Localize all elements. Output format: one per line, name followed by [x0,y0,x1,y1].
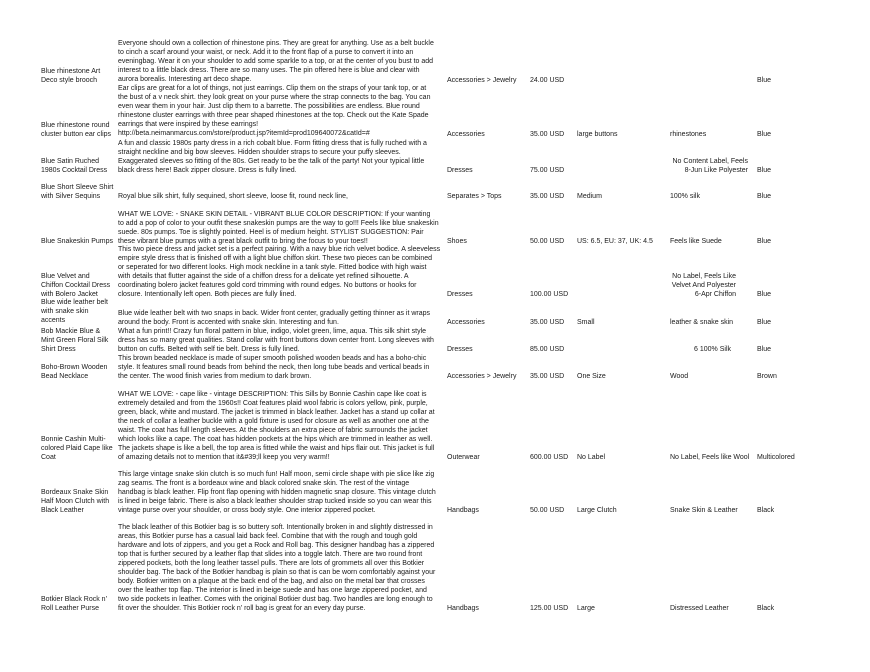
name-cell: Blue wide leather belt with snake skin accents [41,299,108,324]
name-cell: Blue Satin Ruched 1980s Cocktail Dress [41,158,108,174]
color-cell: Blue [757,346,772,353]
description-cell: The black leather of this Botkier bag is so buttery soft. Intentionally broken in and slightly distressed in areas, this Botkier purse has a casual laid back feel. Combine that with the rough and tough gold hardware and lots of zippers, and you get a Rock and Roll bag. This designer handbag has a zippered top that is further secured by a leather flap that slides into a toggle latch. There are two round front zippered pockets, both the long leather tassel pulls. There are lots of grommets all over this Botkier shoulder bag. The back of the Botkier handbag is plain so that is can be worn comfortably against your body. Botkier written on a plaque at the back end of the bag, and also on the metal bar that crosses over the leather top flap. The interior is lined in beige suede and has one large zippered pocket, and two side pockets in leather. Comes with the original Botkier dust bag. Two handles are long enough to fit over the shoulder. This Botkier rock n' roll bag is great for an every day purse. [118,524,436,612]
color-cell: Blue [757,291,772,298]
material-cell: Snake Skin & Leather [670,507,738,514]
price-cell: 50.00 USD [530,507,565,514]
color-cell: Blue [757,319,772,326]
description-cell: This large vintage snake skin clutch is so much fun! Half moon, semi circle shape with pie slice like zig zag seams. The front is a bordeaux wine and black colored snake skin. The rest of the vintage handbag is black leather. Flip front flap opening with hidden magnetic snap closure. This vintage clutch is lined in beige fabric. There is also a black leather shoulder strap tucked inside so you can wear this vintage purse over your shoulder, or cross body style. One interior zippered pocket. [118,471,436,514]
description-cell: This brown beaded necklace is made of super smooth polished wooden beads and has a boho-chic style. It features small round beads from behind the neck, then long tube beads and vertical beads in the center. The wood finish varies from medium to dark brown. [118,355,430,380]
price-cell: 35.00 USD [530,193,565,200]
category-cell: Accessories [447,319,485,326]
size-cell: Small [577,319,595,326]
name-cell: Boho-Brown Wooden Bead Necklace [41,364,108,380]
size-cell: Large [577,605,595,612]
price-cell: 50.00 USD [530,238,565,245]
name-cell: Blue rhinestone Art Deco style brooch [41,68,101,84]
material-cell: No Content Label, Feels 8-Jun Like Polyester [672,158,748,174]
category-cell: Handbags [447,605,479,612]
category-cell: Separates > Tops [447,193,502,200]
size-cell: Large Clutch [577,507,617,514]
price-cell: 100.00 USD [530,291,569,298]
size-cell: US: 6.5, EU: 37, UK: 4.5 [577,238,653,245]
material-cell: leather & snake skin [670,319,734,326]
description-cell: This two piece dress and jacket set is a perfect pairing. With a navy blue rich velvet bodice. A sleeveless empire style dress that is finished off with a light blue chiffon skirt. These two pieces can be combined or seperated for two different looks. High mock neckline in a tank style. Fitted bodice with high waist with details that flutter against the side of a chiffon dress for a delicate yet refined silhouette. A coordinating bolero jacket features gold cord trimming with round edges. No buttons or hooks for closure. Intentionally left open. Both pieces are fully lined. [118,246,441,298]
price-cell: 125.00 USD [530,605,569,612]
description-cell: Everyone should own a collection of rhinestone pins. They are great for anything. Use as a belt buckle to cinch a scarf around your waist, or neck. Add it to the front flap of a purse to convert it into an eveningbag. Wear it on your shoulder to add some sparkle to a top, or at the center of you bust to add interest to a little black dress. There are so many uses. The pin offered here is blue and clear with aurora borealis. Interesting art deco shape. [118,40,434,83]
size-cell: One Size [577,373,606,380]
material-cell: rhinestones [670,131,707,138]
name-cell: Bonnie Cashin Multi- colored Plaid Cape like Coat [41,436,113,461]
category-cell: Accessories > Jewelry [447,77,517,84]
name-cell: Bordeaux Snake Skin Half Moon Clutch with Black Leather [41,489,110,514]
category-cell: Accessories [447,131,485,138]
price-cell: 24.00 USD [530,77,565,84]
color-cell: Black [757,605,775,612]
description-cell: Ear clips are great for a lot of things, not just earrings. Clip them on the straps of your tank top, or at the bust of a v neck shirt. they look great on your purse where the strap connects to the bag. You can even wear them in your hair. Just clip them to a barrette. The possibilities are endless. Blue round rhinestone cluster earrings with three pear shaped rhinestones at the top. Check out the Kate Spade earrings that were inspired by these earrings! http://beta.neimanmarcus.com/store/product.jsp?itemId=prod109640072&catId=# [118,85,431,137]
color-cell: Blue [757,167,772,174]
description-cell: WHAT WE LOVE: - SNAKE SKIN DETAIL - VIBRANT BLUE COLOR DESCRIPTION: If your wanting to add a pop of color to your outfit these snakeskin pumps are the way to go!!! Feels like blue snakeskin suede. 80s pumps. Toe is slightly pointed. Heel is of medium height. STYLIST SUGGESTION: Pair these vibrant blue pumps with a great black outfit to bring the focus to your toes!! [118,211,439,245]
material-cell: Feels like Suede [670,238,722,245]
color-cell: Blue [757,238,772,245]
category-cell: Accessories > Jewelry [447,373,517,380]
color-cell: Multicolored [757,454,795,461]
description-cell: Blue wide leather belt with two snaps in back. Wider front center, gradually getting thinner as it wraps around the body. Front is accented with snake skin. Interesting and fun. [118,310,431,326]
size-cell: large buttons [577,131,618,138]
color-cell: Black [757,507,775,514]
price-cell: 85.00 USD [530,346,565,353]
description-cell: What a fun print!! Crazy fun floral pattern in blue, indigo, violet green, lime, aqua. This silk shirt style dress has so many great qualities. Stand collar with front buttons down center front. Long sleeves with button on cuffs. Belted with self tie belt. Dress is fully lined. [118,328,434,353]
category-cell: Outerwear [447,454,480,461]
material-cell: Wood [670,373,689,380]
description-cell: A fun and classic 1980s party dress in a rich cobalt blue. Form fitting dress that is fully ruched with a straight neckline and big bow sleeves. Hidden shoulder straps to secure your puffy sleeves. Exaggerated sleeves so fitting of the 80s. Get ready to be the talk of the party! Not your typical little black dress here! Back zipper closure. Dress is fully lined. [118,140,427,174]
price-cell: 35.00 USD [530,131,565,138]
price-cell: 35.00 USD [530,373,565,380]
category-cell: Dresses [447,167,473,174]
color-cell: Blue [757,193,772,200]
price-cell: 75.00 USD [530,167,565,174]
material-cell: Distressed Leather [670,605,729,612]
color-cell: Blue [757,77,772,84]
color-cell: Brown [757,373,777,380]
color-cell: Blue [757,131,772,138]
name-cell: Blue Velvet and Chiffon Cocktail Dress with Bolero Jacket [41,273,111,298]
category-cell: Shoes [447,238,467,245]
material-cell: No Label, Feels like Wool [670,454,750,461]
category-cell: Dresses [447,346,473,353]
material-cell: No Label, Feels Like Velvet And Polyester 6-Apr Chiffon [671,273,736,298]
price-cell: 35.00 USD [530,319,565,326]
description-cell: Royal blue silk shirt, fully sequined, short sleeve, loose fit, round neck line, [118,193,348,200]
category-cell: Dresses [447,291,473,298]
name-cell: Blue Snakeskin Pumps [41,238,113,245]
category-cell: Handbags [447,507,479,514]
name-cell: Bob Mackie Blue & Mint Green Floral Silk Shirt Dress [41,328,109,353]
description-cell: WHAT WE LOVE: - cape like - vintage DESCRIPTION: This Sills by Bonnie Cashin cape like coat is extremely detailed and from the 1960s!! Coat features plaid wool fabric is colors yellow, pink, purple, green, black, white and mustard. The jacket is trimmed in black leather. Jacket has a stand up collar at the neck of collar a leather buckle with a gold fixture is used for closure as well as another one at the waist. The coat has full length sleeves. At the shoulders an extra piece of fabric surrounds the jacket which looks like a cape. The coat has hidden pockets at the hips which are trimmed in leather as well. The jackets shape is like a bell, the top area is fitted while the waist and hips flair out. This jacket is full of amazing details not to mention that it&#39;ll keep you very warm!! [118,391,435,461]
name-cell: Blue rhinestone round cluster button ear clips [41,122,112,138]
material-cell: 6 100% Silk [694,346,731,353]
size-cell: Medium [577,193,602,200]
size-cell: No Label [577,454,606,461]
name-cell: Blue Short Sleeve Shirt with Silver Sequins [41,184,114,200]
name-cell: Botkier Black Rock n' Roll Leather Purse [41,596,107,612]
price-cell: 600.00 USD [530,454,569,461]
material-cell: 100% silk [670,193,700,200]
